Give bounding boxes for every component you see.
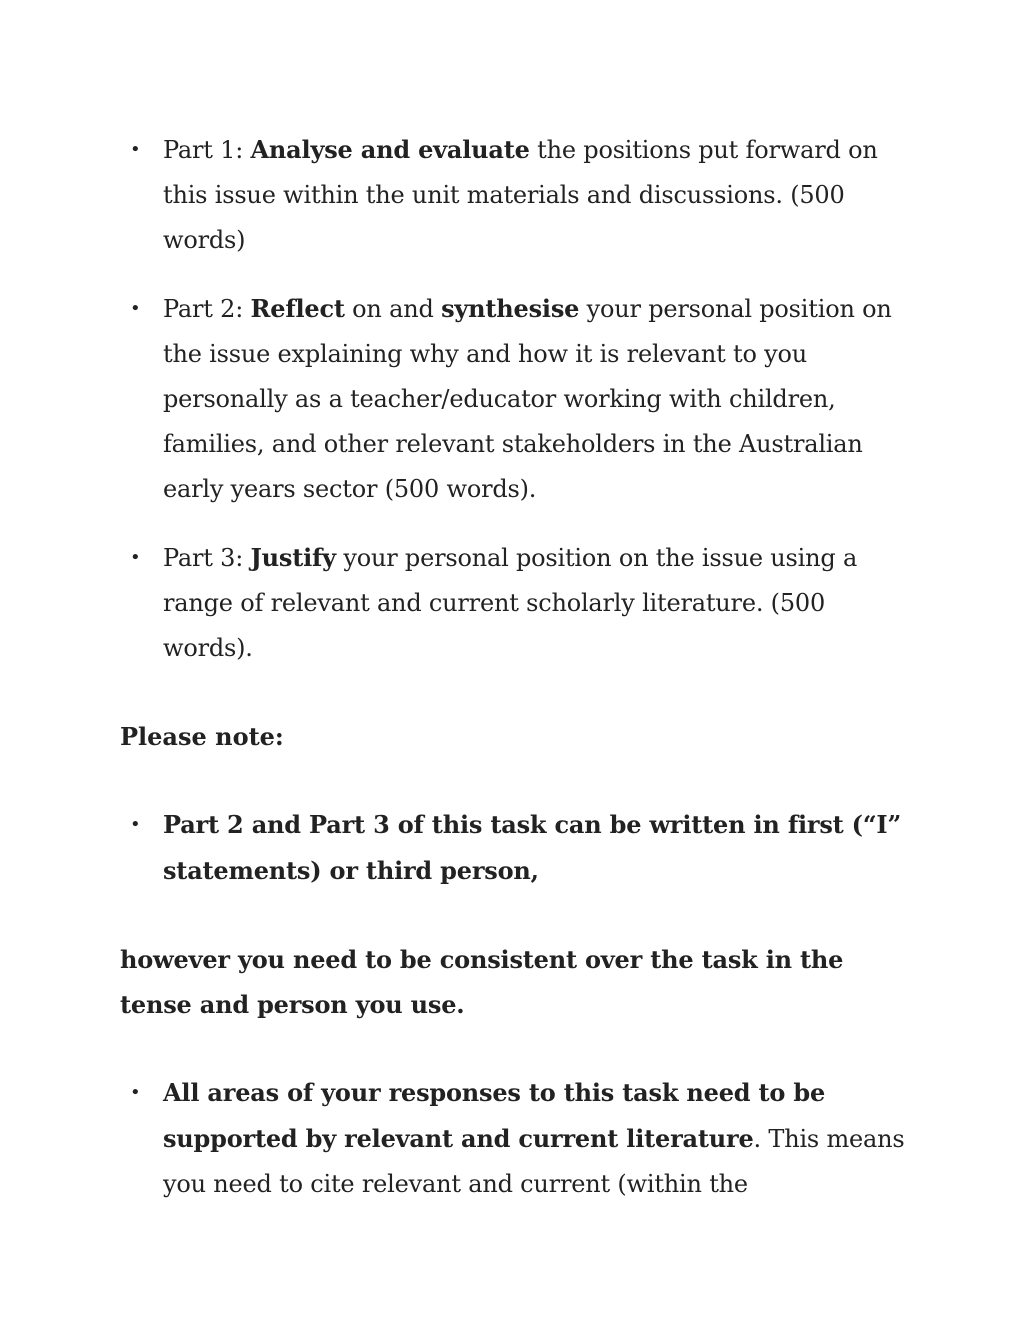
note-person-text: Part 2 and Part 3 of this task can be written in first (“I” statements) or third person,: [163, 810, 902, 885]
part-1-bold: Analyse and evaluate: [250, 135, 530, 164]
part-3-bold: Justify: [250, 543, 336, 572]
list-item-note-literature: [120, 1070, 910, 1207]
note-literature-bold: All areas of your responses to this task need to be supported by relevant and current literature: [163, 1078, 826, 1153]
bullet-icon: •: [130, 547, 141, 568]
consistency-paragraph: however you need to be consistent over the task in the tense and person you use.: [120, 945, 844, 1019]
note-list-1: [120, 802, 910, 894]
list-item-part-2: [120, 286, 910, 512]
part-3-text: your personal position on the issue using a range of relevant and current scholarly literature. (500 words).: [163, 544, 858, 662]
list-item-note-person: [120, 802, 910, 894]
document-content: [120, 127, 910, 1207]
part-2-mid: on and: [344, 295, 442, 323]
part-2-text: your personal position on the issue explaining why and how it is relevant to you personally as a teacher/educator working with children, families, and other relevant stakeholders in the Australian early years sector (500 words).: [163, 295, 892, 503]
part-1-prefix: Part 1:: [163, 136, 251, 164]
parts-list: [120, 127, 910, 671]
bullet-icon: •: [130, 1082, 141, 1103]
part-3-prefix: Part 3:: [163, 544, 251, 572]
part-1-text: the positions put forward on this issue within the unit materials and discussions. (500 words): [163, 136, 878, 254]
list-item-part-1: [120, 127, 910, 263]
note-list-2: [120, 1070, 910, 1207]
note-literature-text: . This means you need to cite relevant and current (within the: [163, 1125, 905, 1198]
please-note-heading: Please note:: [120, 722, 284, 751]
part-2-prefix: Part 2:: [163, 295, 251, 323]
bullet-icon: •: [130, 139, 141, 160]
part-2-bold-reflect: Reflect: [250, 294, 345, 323]
part-2-bold-synthesise: synthesise: [441, 294, 580, 323]
list-item-part-3: [120, 535, 910, 671]
bullet-icon: •: [130, 298, 141, 319]
bullet-icon: •: [130, 814, 141, 835]
